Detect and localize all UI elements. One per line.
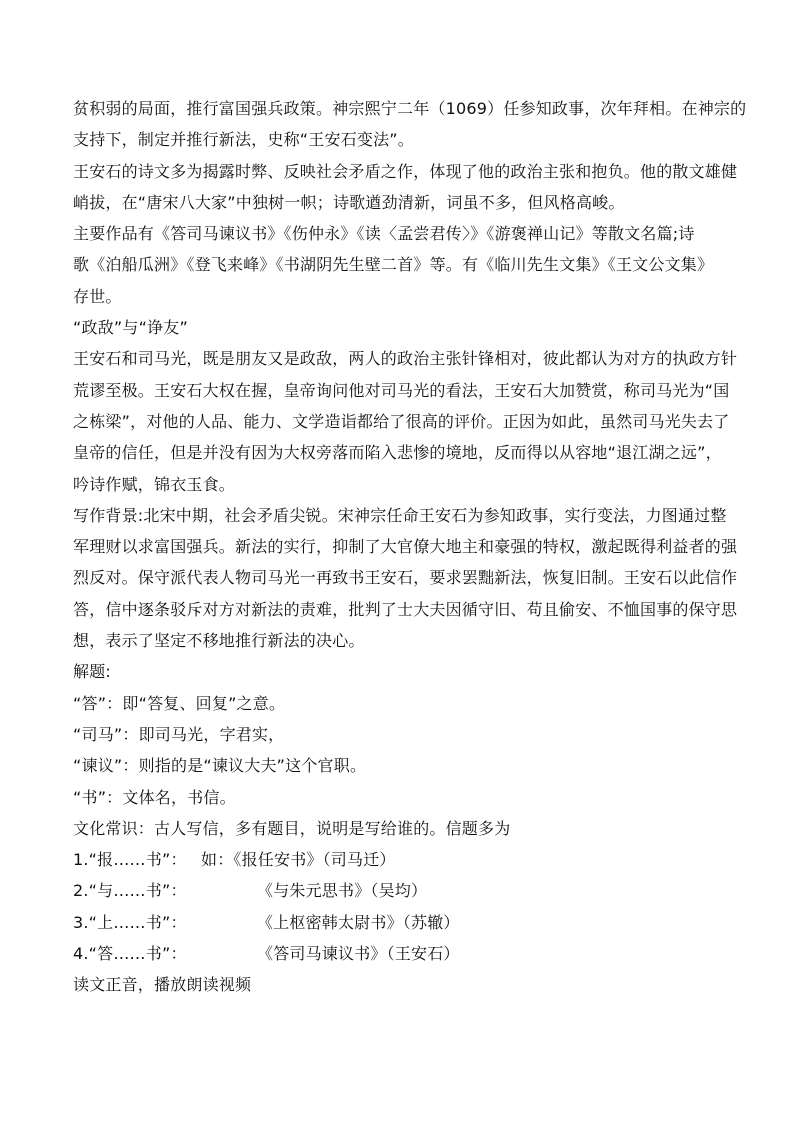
letter-type-item [73, 938, 723, 969]
text-line: 之栋梁”，对他的人品、能力、文学造诣都给了很高的评价。正因为如此，虽然司马光失去了 [73, 411, 730, 431]
text-line: 答，信中逐条驳斥对方对新法的责难，批判了士大夫因循守旧、苟且偷安、不恤国事的保守思 [73, 599, 738, 619]
text-line: 文化常识：古人写信，多有题目，说明是写给谁的。信题多为 [73, 818, 511, 838]
letter-type-item [73, 907, 723, 938]
letter-type-label: 1.“报……书”： [73, 850, 187, 870]
text-line: 峭拔，在“唐宋八大家”中独树一帜；诗歌遒劲清新，词虽不多，但风格高峻。 [73, 192, 625, 212]
text-line: 烈反对。保守派代表人物司马光一再致书王安石，要求罢黜新法，恢复旧制。王安石以此信作 [73, 568, 738, 588]
letter-type-example: 《与朱元思书》（吴均） [257, 881, 428, 901]
text-line: 写作背景:北宋中期，社会矛盾尖锐。宋神宗任命王安石为参知政事，实行变法，力图通过整 [73, 505, 727, 525]
letter-type-example: 如：《报任安书》（司马迁） [201, 850, 396, 870]
letter-type-example: 《答司马谏议书》（王安石） [257, 944, 460, 964]
text-line: 军理财以求富国强兵。新法的实行，抑制了大官僚大地主和豪强的特权，激起既得利益者的强 [73, 537, 738, 557]
section-heading: “政敌”与“诤友” [73, 318, 188, 338]
text-line: 想，表示了坚定不移地推行新法的决心。 [73, 631, 365, 651]
letter-type-item [73, 875, 723, 906]
document-body [73, 93, 747, 1001]
letter-type-label: 3.“上……书”： [73, 912, 187, 932]
text-line: 吟诗作赋，锦衣玉食。 [73, 474, 236, 494]
text-line: “谏议”：则指的是“谏议大夫”这个官职。 [73, 756, 367, 776]
letter-type-label: 4.“答……书”： [73, 944, 187, 964]
text-line: 歌《泊船瓜洲》《登飞来峰》《书湖阴先生壁二首》等。有《临川先生文集》《王文公文集》 [73, 255, 714, 275]
text-line: 贫积弱的局面，推行富国强兵政策。神宗熙宁二年（1069）任参知政事，次年拜相。在神宗的 [73, 99, 747, 118]
text-line: 皇帝的信任，但是并没有因为大权旁落而陷入悲惨的境地，反而得以从容地“退江湖之远”， [73, 443, 722, 463]
letter-type-item [73, 844, 723, 875]
text-line: 王安石的诗文多为揭露时弊、反映社会矛盾之作，体现了他的政治主张和抱负。他的散文雄健 [73, 161, 738, 181]
text-line: 存世。 [73, 286, 122, 306]
letter-type-example: 《上枢密韩太尉书》（苏辙） [257, 912, 460, 932]
section-heading: 解题: [73, 662, 111, 682]
letter-type-label: 2.“与……书”： [73, 881, 187, 901]
closing-line: 读文正音，播放朗读视频 [73, 975, 252, 995]
text-line: “司马”：即司马光，字君实， [73, 724, 285, 744]
text-line: 王安石和司马光，既是朋友又是政敌，两人的政治主张针锋相对，彼此都认为对方的执政方针 [73, 349, 738, 369]
text-line: 主要作品有《答司马谏议书》《伤仲永》《读〈孟尝君传〉》《游褒禅山记》等散文名篇;诗 [73, 224, 695, 244]
text-line: 支持下，制定并推行新法，史称“王安石变法”。 [73, 130, 414, 150]
text-line: “书”：文体名，书信。 [73, 787, 236, 807]
text-line: 荒谬至极。王安石大权在握，皇帝询问他对司马光的看法，王安石大加赞赏，称司马光为“国 [73, 380, 730, 400]
text-line: “答”：即“答复、回复”之意。 [73, 693, 286, 713]
